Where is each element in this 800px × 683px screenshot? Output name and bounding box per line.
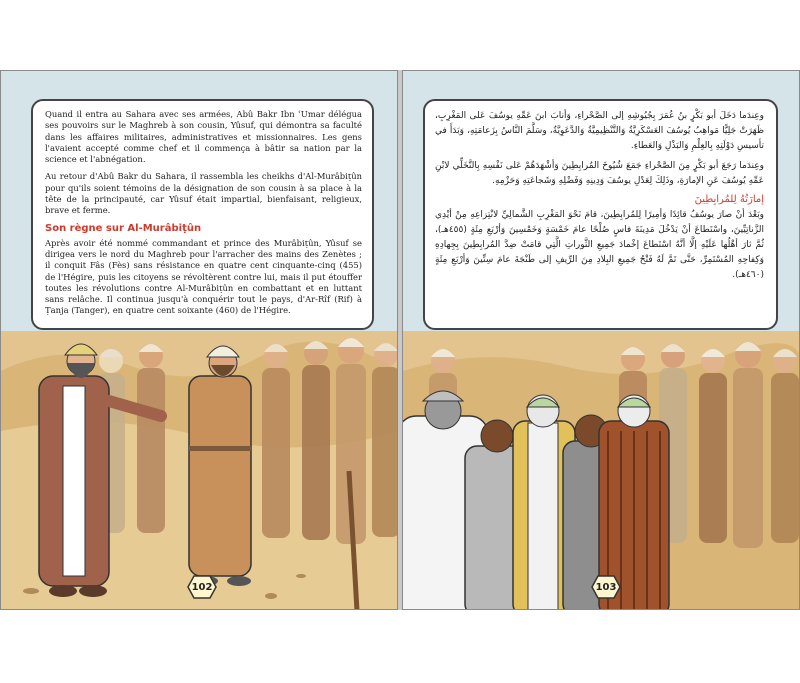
page-number-right: 103: [591, 575, 621, 599]
left-paragraph-1: Quand il entra au Sahara avec ses armées, Abû Bakr Ibn ʿUmar délégua ses pouvoirs sur le Maghreb à son cousin, Yûsuf, qui démontra sa faculté dans les affaires militaires, administratives et missionnaires. Les gens l'avaient accepté comme chef et il commença à bâtir sa nation par la science et l'abnégation.: [45, 109, 362, 165]
left-section-heading: Son règne sur Al-Murâbiṭûn: [45, 222, 202, 234]
left-page: [0, 70, 398, 610]
right-page: [402, 70, 800, 610]
right-paragraph-1: وعِندَما دَخَلَ أبو بَكْرٍ بنُ عُمَرَ بِجُيُوشِهِ إلى الصَّحْراءِ، وَأنابَ ابنَ عَمِّهِ يوسُفَ عَلى المَغْرِبِ، ظَهَرَتْ جَلِيًّا مَواهِبُ يُوسُفَ العَسْكَرِيَّةُ وَالتَّنْظِيمِيَّةُ وَالدَّعَوِيَّةُ، وسَلَّمَ النَّاسُ بِزَعامَتِهِ، وَبَدَأَ في تأسيسِ دَوْلَتِهِ بِالعِلْمِ وَالبَذْلِ وَالعَطاءِ.: [435, 111, 764, 151]
right-paragraph-3: وبَعْدَ أنْ صارَ يوسُفُ قائِدًا وَأمِيرًا لِلمُرابِطِينَ، قامَ نَحْوَ المَغْرِبِ الشَّمالِيِّ لانْتِزاعِهِ مِنْ أيْدِي الزَّناتِيِّينَ، واسْتَطاعَ أنْ يَدْخُلَ مَدِينَةَ فاسٍ صُلْحًا عامَ خَمْسَةٍ وَخَمْسِينَ وَأرْبَعِ مِئَةٍ (٤٥٥هـ)، ثُمَّ ثارَ أهْلُها عَلَيْهِ إلَّا أنَّهُ اسْتَطاعَ إخْمادَ جَمِيعِ الثَّوراتِ الَّتِي قامَتْ ضِدَّ المُرابِطِينَ بِجِهادِهِ وَكِفاحِهِ المُسْتَمِرِّ، حَتَّى تَمَّ لَهُ فَتْحُ جَمِيعِ البِلادِ مِنَ الرِّيفِ إلى طَنْجَةَ عامَ سِتِّينَ وَأرْبَعِ مِئَةٍ (٤٦٠هـ).: [435, 210, 764, 280]
left-paragraph-2: Au retour d'Abû Bakr du Sahara, il rassembla les cheikhs d'Al-Murâbiṭûn pour qu'ils soient témoins de la désignation de son cousin à sa place à la tête de la principauté, car Yûsuf était impartial, bienfaisant, religieux, brave et ferme.: [45, 171, 362, 216]
page-number-left: 102: [187, 575, 217, 599]
figure-listener: [189, 346, 251, 586]
book-spread: [0, 70, 800, 610]
left-text-box: [31, 99, 374, 330]
right-paragraph-2: وعِندَما رَجَعَ أبو بَكْرٍ مِنَ الصَّحْراءِ جَمَعَ شُيُوخَ المُرابِطِينَ وَأشْهَدَهُمْ عَلى نَفْسِهِ بِالتَّخَلِّي لابْنِ عَمِّهِ يُوسُفَ عَنِ الإمارَةِ، وذَلِكَ لِعَدْلِ يوسُفَ وَدِينِهِ وَفَضْلِهِ وَشَجاعَتِهِ وَحَزْمِهِ.: [435, 161, 764, 186]
left-paragraph-3: Après avoir été nommé commandant et prince des Murâbiṭûn, Yûsuf se dirigea vers le nord du Maghreb pour l'arracher des mains des Zenètes ; il conquit Fâs (Fès) sans résistance en quatre cent cinquante-cinq (455) de l'Hégire, puis les citoyens se révoltèrent contre lui, mais il put étouffer toutes les révolutions contre Al-Murâbiṭûn en combattant et en luttant sans relâche. Il continua jusqu'à conquérir tout le pays, d'Ar-Rîf (Rif) à Ṭanja (Tanger), en quatre cent soixante (460) de l'Hégire.: [45, 237, 362, 316]
right-text-box: [423, 99, 778, 330]
right-section-heading: إمارَتُهُ لِلمُرابِطِينَ: [694, 194, 764, 205]
